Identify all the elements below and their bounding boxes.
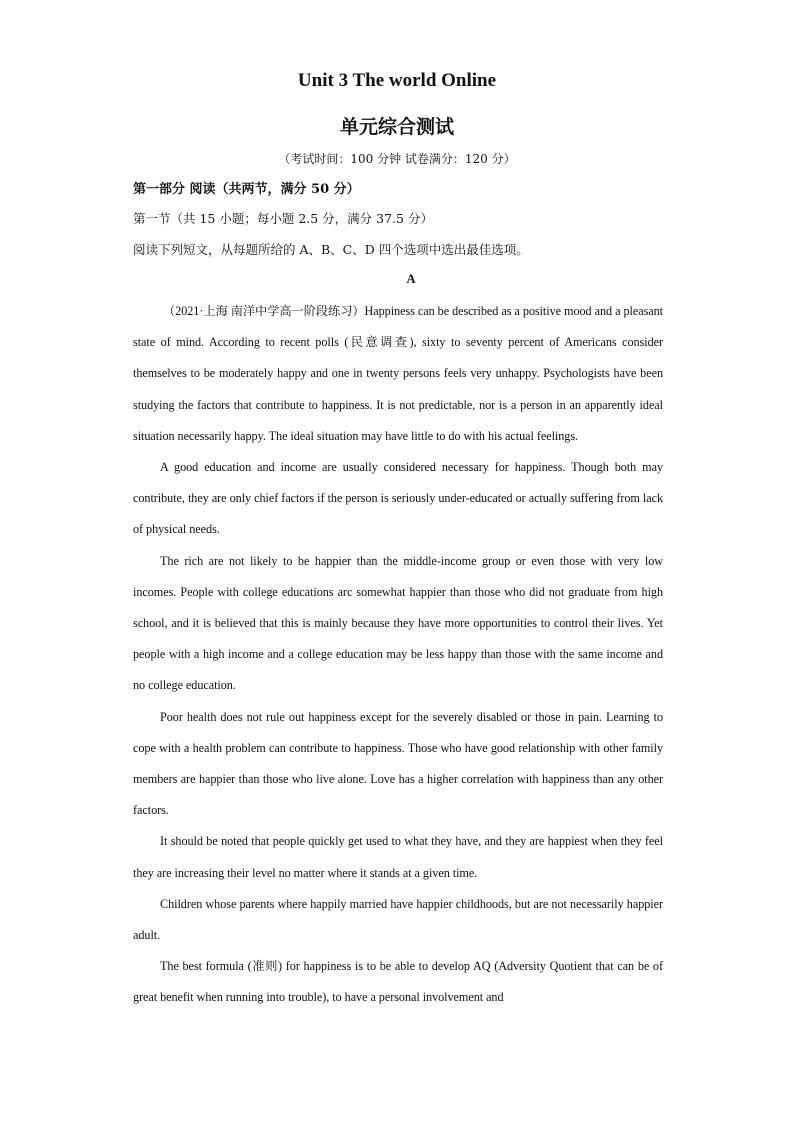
section-heading: 第一部分 阅读（共两节，满分 50 分） <box>133 182 360 197</box>
paragraph: It should be noted that people quickly get used to what they have, and they are happiest when they feel they are increasing their level no matter where it stands at a given time. <box>133 834 663 880</box>
test-subtitle: 单元综合测试 <box>339 116 454 138</box>
paragraph: A good education and income are usually considered necessary for happiness. Though both may contribute, they are only chief factors if the person is seriously under-educated or actually suffering from lack of physical needs. <box>133 460 663 537</box>
sub-section-heading: 第一节（共 15 小题；每小题 2.5 分，满分 37.5 分） <box>133 211 433 226</box>
exam-info: （考试时间：100 分钟 试卷满分：120 分） <box>278 152 516 166</box>
unit-title: Unit 3 The world Online <box>297 70 497 91</box>
passage-label: A <box>406 272 416 286</box>
paragraph: （2021·上海 南洋中学高一阶段练习）Happiness can be described as a positive mood and a pleasant state of mind. According to recent polls (民意调查), sixty to seventy percent of Americans consider themselves to be moderately happy and one in twenty persons feels very unhappy. Psychologists have been studying the factors that contribute to happiness. It is not predictable, nor is a person in an apparently ideal situation necessarily happy. The ideal situation may have little to do with his actual feelings. <box>133 304 663 443</box>
passage-body <box>133 296 663 1014</box>
paragraph: The rich are not likely to be happier than the middle-income group or even those with very low incomes. People with college educations arc somewhat happier than those who did not graduate from high school, and it is believed that this is mainly because they have more opportunities to control their lives. Yet people with a high income and a college education may be less happy than those with the same income and no college education. <box>133 553 663 693</box>
paragraph: The best formula (准则) for happiness is to be able to develop AQ (Adversity Quotient that can be of great benefit when running into trouble), to have a personal involvement and <box>133 959 663 1005</box>
paragraph: Poor health does not rule out happiness except for the severely disabled or those in pain. Learning to cope with a health problem can contribute to happiness. Those who have good relationship with other family members are happier than those who live alone. Love has a higher correlation with happiness than any other factors. <box>133 709 663 818</box>
paragraph: Children whose parents where happily married have happier childhoods, but are not necessarily happier adult. <box>133 896 663 943</box>
instruction-text: 阅读下列短文，从每题所给的 A、B、C、D 四个选项中选出最佳选项。 <box>133 242 529 257</box>
